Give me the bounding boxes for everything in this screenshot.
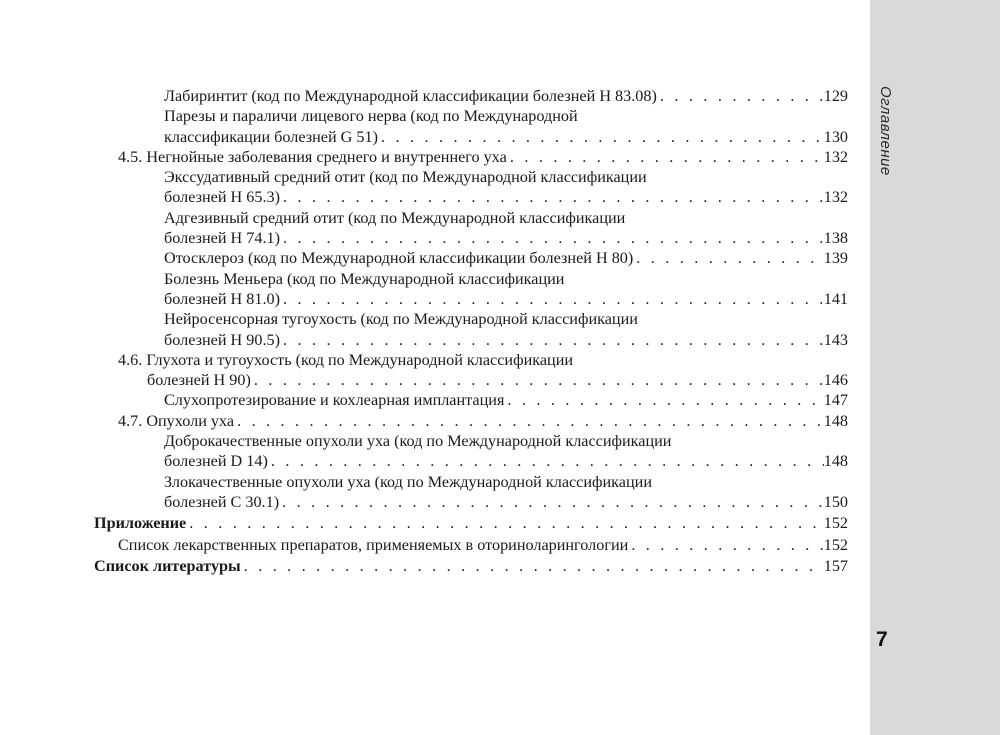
- toc-entry-title: 4.7. Опухоли уха: [118, 411, 235, 430]
- toc-entry-title: Парезы и параличи лицевого нерва (код по Международной: [164, 107, 578, 126]
- toc-entry-title: Отосклероз (код по Международной классификации болезней H 80): [164, 249, 634, 268]
- toc-entry-title: 4.6. Глухота и тугоухость (код по Международной классификации: [118, 350, 574, 369]
- toc-entry-title-cont: болезней D 14): [164, 452, 268, 471]
- toc-entry-page: 148: [823, 452, 848, 471]
- toc-entry-title: Список литературы: [94, 556, 241, 575]
- dot-leader: [280, 187, 824, 207]
- toc-entry-title: Злокачественные опухоли уха (код по Международной классификации: [164, 472, 652, 491]
- toc-entry-page: 152: [823, 535, 848, 554]
- toc-entry[interactable]: [94, 269, 848, 310]
- toc-entry-title: Лабиринтит (код по Международной классификации болезней H 83.08): [164, 87, 657, 105]
- toc-entry[interactable]: [94, 472, 848, 513]
- dot-leader: [268, 451, 824, 471]
- toc-entry-page: 130: [823, 127, 848, 146]
- toc-entry-page: 146: [823, 371, 848, 390]
- toc-entry-title: Список лекарственных препаратов, применяемых в оториноларингологии: [118, 535, 629, 554]
- toc-entry-section[interactable]: [94, 411, 848, 431]
- dot-leader: [279, 492, 824, 512]
- toc-entry-title-cont: болезней H 74.1): [164, 229, 280, 248]
- toc-entry-title: 4.5. Негнойные заболевания среднего и внутреннего уха: [118, 147, 507, 166]
- toc-entry-title-cont: классификации болезней G 51): [164, 127, 378, 146]
- toc-entry-title: Болезнь Меньера (код по Международной классификации: [164, 269, 565, 288]
- toc-entry-page: 132: [823, 147, 848, 166]
- toc-entry[interactable]: [94, 431, 848, 472]
- toc-entry-section[interactable]: [94, 535, 848, 555]
- toc-entry-title-cont: болезней H 90.5): [164, 330, 280, 349]
- toc-entry[interactable]: [94, 390, 848, 410]
- toc-entry-title: Слухопротезирование и кохлеарная имплантация: [164, 391, 505, 410]
- dot-leader: [241, 556, 824, 576]
- toc-entry-page: 148: [823, 411, 848, 430]
- toc-entry-title: Экссудативный средний отит (код по Международной классификации: [164, 168, 647, 187]
- dot-leader: [280, 289, 824, 309]
- toc-entry[interactable]: [94, 167, 848, 208]
- dot-leader: [633, 248, 823, 268]
- dot-leader: [186, 513, 823, 533]
- toc-entry-page: 147: [823, 391, 848, 410]
- toc-entry-page: 150: [823, 492, 848, 511]
- dot-leader: [234, 411, 824, 431]
- toc-entry-section[interactable]: [94, 147, 848, 167]
- page-number: 7: [876, 628, 888, 651]
- toc-entry-page: 141: [823, 289, 848, 308]
- dot-leader: [628, 535, 823, 555]
- toc-entry-page: 129: [823, 87, 848, 105]
- dot-leader: [280, 228, 824, 248]
- dot-leader: [378, 127, 824, 147]
- table-of-contents: [94, 86, 848, 576]
- toc-entry-title-cont: болезней H 65.3): [164, 188, 280, 207]
- dot-leader: [657, 86, 824, 106]
- toc-entry-page: 139: [823, 249, 848, 268]
- dot-leader: [507, 147, 824, 167]
- toc-entry-section[interactable]: [94, 350, 848, 391]
- toc-entry[interactable]: [94, 309, 848, 350]
- toc-entry-title-cont: болезней C 30.1): [164, 492, 280, 511]
- dot-leader: [280, 330, 824, 350]
- toc-entry-chapter[interactable]: [94, 513, 848, 533]
- toc-entry-page: 152: [823, 514, 848, 533]
- toc-entry-page: 132: [823, 188, 848, 207]
- toc-entry-title: Приложение: [94, 514, 187, 533]
- toc-entry-chapter[interactable]: [94, 556, 848, 576]
- toc-entry-title-cont: болезней H 90): [147, 371, 251, 390]
- toc-entry-page: 138: [823, 229, 848, 248]
- toc-entry[interactable]: [94, 248, 848, 268]
- toc-entry-page: 157: [823, 556, 848, 575]
- toc-entry-page: 143: [823, 330, 848, 349]
- dot-leader: [251, 370, 824, 390]
- toc-entry-title: Адгезивный средний отит (код по Международной классификации: [164, 208, 626, 227]
- toc-entry[interactable]: [94, 86, 848, 106]
- dot-leader: [504, 390, 823, 410]
- running-head: Оглавление: [877, 86, 894, 176]
- toc-entry-title: Доброкачественные опухоли уха (код по Международной классификации: [164, 432, 672, 451]
- toc-entry-title-cont: болезней H 81.0): [164, 289, 280, 308]
- toc-entry[interactable]: [94, 106, 848, 147]
- toc-entry[interactable]: [94, 208, 848, 249]
- toc-entry-title: Нейросенсорная тугоухость (код по Международной классификации: [164, 310, 638, 329]
